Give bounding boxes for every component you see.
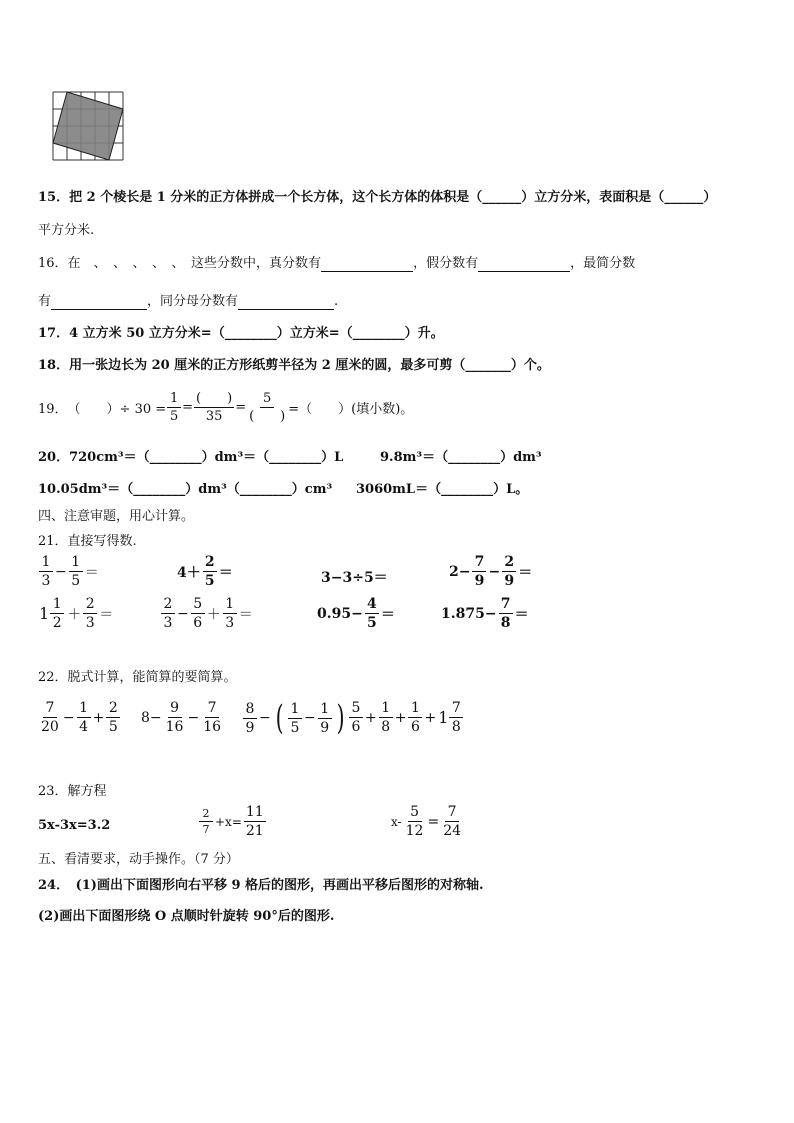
fraction: $\frac{2}{7}$ <box>199 808 213 835</box>
fraction: $\frac{1}{9}$ <box>318 702 332 735</box>
q21-r2-e4 <box>440 597 530 630</box>
q15-number: 15． <box>38 190 70 205</box>
prefix: 8− <box>141 709 162 726</box>
q16-text-b: ，假分数有 <box>413 256 479 271</box>
q24-line2: (2)画出下面图形绕 O 点顺时针旋转 90°后的图形. <box>38 909 335 924</box>
fraction: $\frac{1}{5}$ <box>69 555 83 588</box>
q15-blank2[interactable]: ______ <box>664 190 704 205</box>
mixed-number: 1 $\frac{1}{2}$ <box>39 597 65 630</box>
fraction: $\frac{7}{16}$ <box>203 700 222 735</box>
q17-text: 4 立方米 50 立方分米=（________）立方米=（________）升。 <box>69 326 444 341</box>
fraction: $\frac{7}{9}$ <box>472 555 486 588</box>
fraction: $\frac{5}{6}$ <box>349 701 363 734</box>
q20-line2b: 3060mL＝（________）L。 <box>356 482 529 497</box>
section5-heading: 五、看清要求，动手操作。（7 分） <box>38 852 239 867</box>
fraction: $\frac{1}{3}$ <box>39 555 53 588</box>
q19-fraction-2: $\frac{( )}{35}$ <box>196 390 233 424</box>
operator: − <box>177 605 189 622</box>
grid-figure <box>50 90 126 162</box>
q18-text: 用一张边长为 20 厘米的正方形纸剪半径为 2 厘米的圆，最多可剪（_______）个。 <box>69 358 550 373</box>
fraction: $\frac{1}{5}$ <box>288 702 302 735</box>
equals: ＝ <box>84 564 99 581</box>
operator: + <box>365 709 377 726</box>
q16-blank-simplest[interactable] <box>51 294 147 310</box>
operator: − <box>62 709 75 726</box>
prefix: 0.95− <box>317 605 363 622</box>
left-paren: ( <box>275 698 284 738</box>
q19-part1: （ ）÷ 30 = <box>67 401 167 417</box>
fraction: $\frac{11}{21}$ <box>245 804 264 839</box>
equals: = <box>427 813 440 830</box>
q16-line2-a: 有 <box>38 294 52 309</box>
q21-r1-e2 <box>176 555 234 588</box>
q15-line2: 平方分米. <box>38 223 95 238</box>
q18-number: 18． <box>38 358 70 373</box>
fraction: $\frac{9}{16}$ <box>165 700 184 735</box>
q15-text-b: ）立方分米，表面积是（ <box>521 190 665 205</box>
fraction: $\frac{7}{24}$ <box>443 804 462 839</box>
q16-text-a: 在 、 、 、 、 、 这些分数中，真分数有 <box>67 256 322 271</box>
fraction: $\frac{7}{8}$ <box>499 597 513 630</box>
q16-blank-improper[interactable] <box>478 256 570 272</box>
q23-e1: 5x-3x=3.2 <box>38 818 111 833</box>
fraction: $\frac{5}{6}$ <box>191 597 205 630</box>
q16-number: 16． <box>38 256 68 271</box>
q16-line2-b: ，同分母分数有 <box>147 294 239 309</box>
q15-text-c: ） <box>703 190 717 205</box>
q16-line2-c: . <box>334 294 339 309</box>
q21-r1-e1 <box>38 555 100 588</box>
q22-e4 <box>348 701 465 734</box>
q17-number: 17． <box>38 326 70 341</box>
q22-e1 <box>38 701 121 734</box>
q15-text-a: 把 2 个棱长是 1 分米的正方体拼成一个长方体，这个长方体的体积是（ <box>69 190 483 205</box>
q24-line1: 24． (1)画出下面图形向右平移 9 格后的图形，再画出平移后图形的对称轴. <box>38 878 484 893</box>
q23-e3 <box>390 805 464 838</box>
q15-blank1[interactable]: ______ <box>482 190 522 205</box>
operator: + <box>394 709 407 726</box>
tilted-square-shape <box>53 92 123 160</box>
fraction: $\frac{2}{3}$ <box>161 597 175 630</box>
equals: ＝ <box>238 606 253 623</box>
q19-line <box>38 386 413 428</box>
q21-r1-e4 <box>448 555 533 588</box>
operator: + <box>424 709 437 726</box>
fraction: $\frac{1}{3}$ <box>223 597 237 630</box>
prefix: 4＋ <box>177 564 201 581</box>
expression-text: 3−3÷5＝ <box>321 570 388 586</box>
equals: ＝ <box>99 606 114 623</box>
fraction: $\frac{1}{4}$ <box>77 701 91 734</box>
equals: ＝ <box>518 564 533 581</box>
q19-number: 19． <box>38 401 68 417</box>
operator: − <box>304 710 316 726</box>
fraction: $\frac{5}{12}$ <box>405 804 424 839</box>
mixed-number: 1 $\frac{7}{8}$ <box>438 701 464 734</box>
operator: ＋ <box>67 606 82 623</box>
q22-e2 <box>140 701 224 734</box>
q19-eq2: = <box>235 399 247 415</box>
fraction: $\frac{2}{3}$ <box>83 597 97 630</box>
prefix: 2− <box>449 563 471 580</box>
right-paren: ) <box>336 698 345 738</box>
q20-line1b: 9.8m³＝（________）dm³ <box>380 450 542 465</box>
q19-eq1: = <box>182 399 194 415</box>
equals: ＝ <box>380 606 395 623</box>
operator: + <box>92 709 105 726</box>
q20-line1a <box>38 446 343 465</box>
q21-r2-e2 <box>160 597 254 630</box>
fraction: $\frac{2}{5}$ <box>203 555 217 588</box>
operator: − <box>187 709 200 726</box>
fraction: $\frac{1}{8}$ <box>379 701 393 734</box>
q18-line <box>38 354 550 373</box>
q21-r2-e1 <box>38 597 114 630</box>
q20-number: 20． <box>38 450 70 465</box>
equals: ＝ <box>218 564 233 581</box>
q21-r2-e3 <box>316 597 396 630</box>
fraction: $\frac{8}{9}$ <box>243 702 257 735</box>
operator: ＋ <box>206 606 221 623</box>
q19-fraction-1: $\frac{1}{5}$ <box>167 392 181 423</box>
fraction: $\frac{2}{5}$ <box>106 701 120 734</box>
q23-title: 23．解方程 <box>38 784 107 799</box>
q16-blank-same-denominator[interactable] <box>238 294 334 310</box>
q19-tail: =（ ）(填小数)。 <box>288 401 414 417</box>
prefix: x- <box>391 814 402 829</box>
q21-title: 21．直接写得数. <box>38 534 137 549</box>
q21-r1-e3 <box>320 567 389 587</box>
operator: − <box>488 563 501 580</box>
q19-fraction-3: $\frac{5}{( )}$ <box>249 390 286 424</box>
q17-line <box>38 322 444 341</box>
operator: − <box>259 710 271 726</box>
q20-line2a: 10.05dm³＝（________）dm³（________）cm³ <box>38 482 333 497</box>
prefix: 1.875− <box>441 605 497 622</box>
q22-e3 <box>242 698 348 738</box>
q20-text-1a: 720cm³＝（________）dm³＝（________）L <box>69 450 344 465</box>
q15-line1 <box>38 186 716 205</box>
operator: − <box>55 563 67 580</box>
fraction: $\frac{2}{9}$ <box>502 555 516 588</box>
q16-line1 <box>38 252 635 272</box>
equation-middle: +x= <box>215 814 242 829</box>
q16-line2 <box>38 290 338 310</box>
fraction: $\frac{4}{5}$ <box>365 597 379 630</box>
equals: ＝ <box>514 606 529 623</box>
q23-e2 <box>198 805 267 838</box>
fraction: $\frac{1}{6}$ <box>408 701 422 734</box>
section4-heading: 四、注意审题，用心计算。 <box>38 509 195 524</box>
fraction: $\frac{7}{20}$ <box>41 700 59 735</box>
q16-blank-proper[interactable] <box>321 256 413 272</box>
q16-text-c: ，最简分数 <box>570 256 636 271</box>
q22-title: 22．脱式计算，能简算的要简算。 <box>38 670 237 685</box>
